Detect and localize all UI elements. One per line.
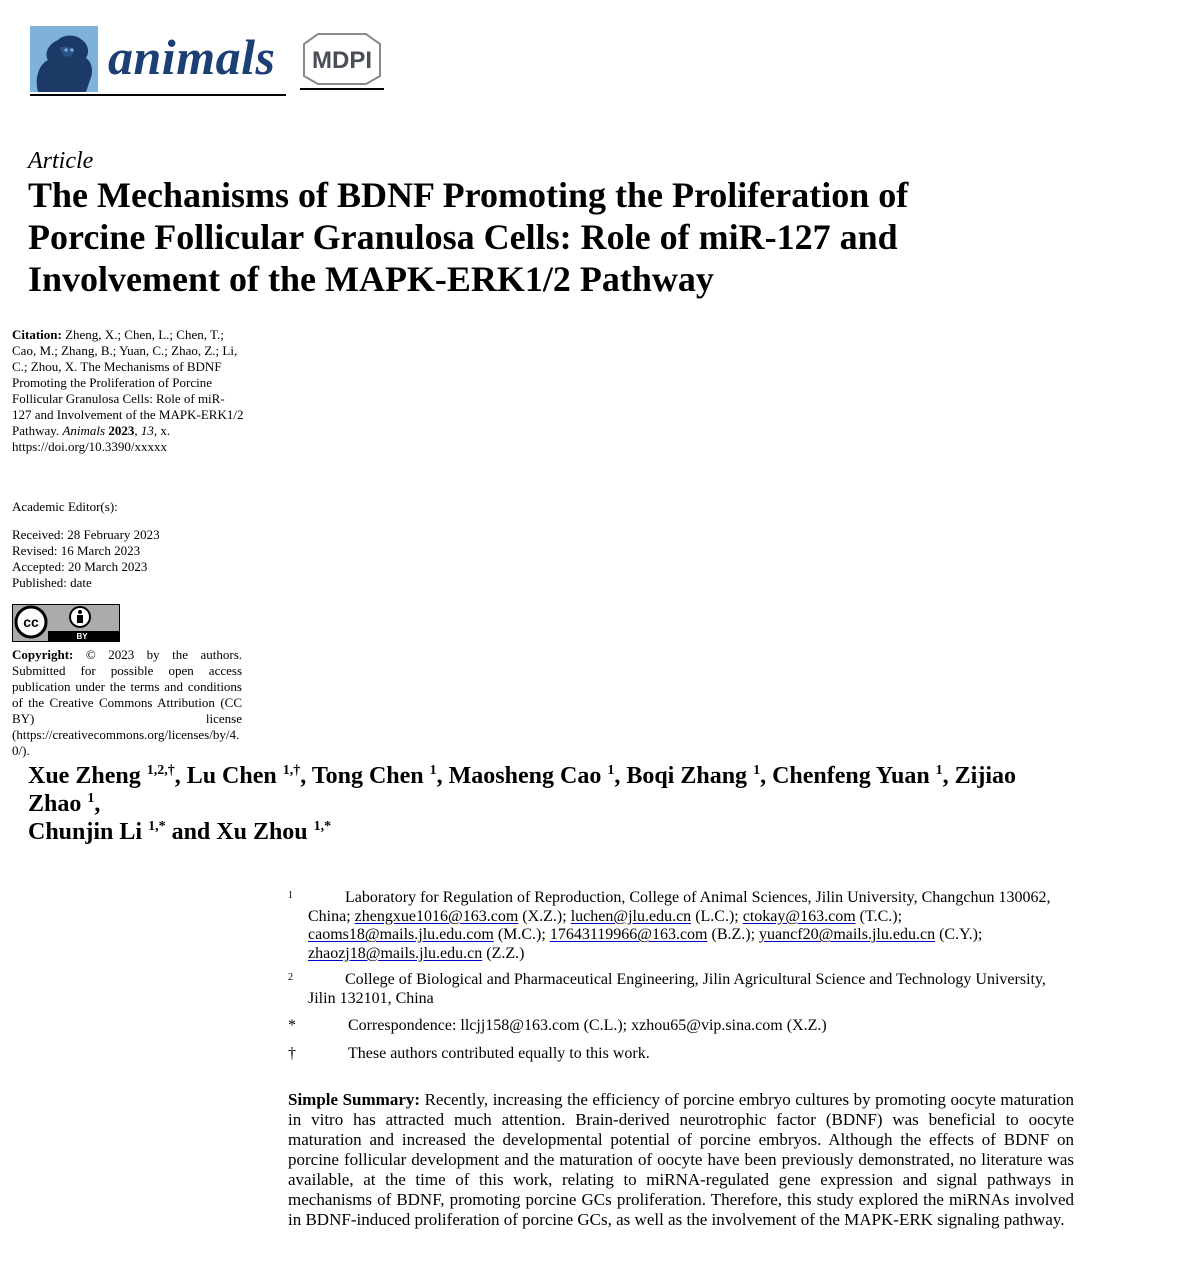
publisher-name: MDPI (312, 47, 372, 74)
citation-volume: 13 (140, 423, 154, 438)
email-link[interactable]: zhengxue1016@163.com (354, 907, 519, 925)
author-list (28, 762, 1038, 846)
author-separator: , (300, 763, 312, 789)
received-date: Received: 28 February 2023 (12, 527, 160, 542)
email-link[interactable]: ctokay@163.com (742, 907, 856, 925)
copyright-block (12, 647, 242, 759)
citation-article-no: , x. (153, 423, 171, 438)
by-label: BY (76, 632, 88, 641)
email-initials: (L.C.); (691, 907, 743, 925)
author-affiliation: 1 (753, 763, 761, 778)
published-date: Published: date (12, 575, 92, 590)
dates-block (12, 527, 244, 591)
copyright-text: © 2023 by the authors. Submitted for possible open access publication under the terms and conditions of the Creative Commons Attribution (CC BY) license (https://creativecommons.org/licenses/by/4.0/). (12, 647, 243, 758)
author-separator: and (165, 819, 217, 845)
email-link[interactable]: luchen@jlu.edu.cn (570, 907, 692, 925)
author-name: Xue Zheng (28, 763, 141, 789)
email-link[interactable]: caoms18@mails.jlu.edu.com (308, 926, 494, 943)
affiliation-1 (288, 889, 1058, 963)
author-affiliation: 1,* (313, 819, 332, 834)
author-separator: , (94, 791, 101, 817)
author-affiliation: 1,2,† (146, 763, 175, 778)
affiliation-text: College of Biological and Pharmaceutical Engineering, Jilin Agricultural Science and Technology University, Jilin 132101, China (308, 971, 1046, 1007)
equal-contribution-note (288, 1045, 1058, 1064)
affiliation-2 (288, 971, 1058, 1008)
revised-date: Revised: 16 March 2023 (12, 543, 141, 558)
accepted-date: Accepted: 20 March 2023 (12, 559, 148, 574)
email-initials: (T.C.); (855, 907, 903, 925)
author-name: Tong Chen (311, 763, 424, 789)
attribution-person-icon (70, 607, 90, 627)
citation-doi[interactable]: https://doi.org/10.3390/xxxxx (12, 439, 168, 454)
gorilla-icon (30, 26, 98, 92)
email-initials: (X.Z.); (518, 907, 571, 925)
cc-by-license-badge[interactable] (12, 604, 120, 642)
email-initials: (B.Z.); (707, 926, 760, 943)
email-initials: (Z.Z.) (482, 944, 525, 962)
email-initials: (C.Y.); (935, 926, 983, 943)
correspondence-mark: * (288, 1017, 296, 1034)
author-separator: , (174, 763, 187, 789)
author-affiliation: 1 (607, 763, 615, 778)
author-name: Maosheng Cao (448, 763, 602, 789)
email-initials: (M.C.); (493, 926, 550, 943)
equal-contribution-text: These authors contributed equally to this work. (348, 1045, 650, 1062)
copyright-label: Copyright: (12, 647, 74, 662)
author-affiliation: 1,† (282, 763, 301, 778)
affiliation-number: 2 (288, 972, 293, 983)
journal-name: animals (108, 29, 276, 85)
mdpi-logo[interactable] (300, 30, 384, 90)
cc-icon: cc (23, 614, 39, 630)
author-affiliation: 1 (87, 791, 95, 806)
citation-journal: Animals (62, 423, 106, 438)
author-name: Zijiao Zhao (28, 763, 1017, 817)
article-title: The Mechanisms of BDNF Promoting the Proliferation of Porcine Follicular Granulosa Cells: Role of miR-127 and Involvement of the MAPK-ERK1/2 Pathway (28, 175, 909, 299)
author-affiliation: 1 (935, 763, 943, 778)
author-name: Chunjin Li (28, 819, 143, 845)
citation-year: 2023 (108, 423, 135, 438)
author-affiliation: 1 (429, 763, 437, 778)
academic-editor: Academic Editor(s): (12, 499, 118, 514)
author-name: Boqi Zhang (626, 763, 748, 789)
author-name: Chenfeng Yuan (772, 763, 930, 789)
author-name: Xu Zhou (216, 819, 308, 845)
correspondence-text: Correspondence: llcjj158@163.com (C.L.); xzhou65@vip.sina.com (X.Z.) (348, 1017, 827, 1034)
simple-summary-text: Recently, increasing the efficiency of porcine embryo cultures by promoting oocyte maturation in vitro has attracted much attention. Brain-derived neurotrophic factor (BDNF) was beneficial to oocyte maturation and increased the developmental potential of porcine embryos. Although the effects of BDNF on porcine follicular development and the maturation of oocyte have been previously demonstrated, no literature was available, at the time of this work, relating to miRNA-regulated gene expression and signal pathways in mechanisms of BDNF, promoting porcine GCs proliferation. Therefore, this study explored the miRNAs involved in BDNF-induced proliferation of porcine GCs, as well as the involvement of the MAPK-ERK signaling pathway. (288, 1090, 1075, 1229)
dagger-mark: † (288, 1045, 296, 1062)
simple-summary-label: Simple Summary: (288, 1090, 421, 1109)
citation-block: Citation: Zheng, X.; Chen, L.; Chen, T.; Cao, M.; Zhang, B.; Yuan, C.; Zhao, Z.; Li, C.; Zhou, X. The Mechanisms of BDNF Promoting the Proliferation of Porcine Follicular Granulosa Cells: Role of miR-127 and Involvement of the MAPK-ERK1/2 Pathway. Animals 2023, 13, x. https://doi.org/10.3390/xxxxx (12, 327, 244, 454)
author-separator: , (436, 763, 449, 789)
affiliation-text: Laboratory for Regulation of Reproduction, College of Animal Sciences, Jilin University, Changchun 130062, China; (308, 889, 1051, 925)
author-name: Lu Chen (186, 763, 277, 789)
email-link[interactable]: 17643119966@163.com (549, 926, 708, 943)
correspondence (288, 1017, 1058, 1036)
email-link[interactable]: zhaozj18@mails.jlu.edu.cn (308, 944, 483, 962)
affiliation-number: 1 (288, 890, 293, 901)
journal-logo[interactable] (30, 26, 286, 96)
author-separator: , (760, 763, 773, 789)
author-affiliation: 1,* (148, 819, 166, 834)
citation-label: Citation: (12, 327, 62, 342)
citation-text: Zheng, X.; Chen, L.; Chen, T.; Cao, M.; Zhang, B.; Yuan, C.; Zhao, Z.; Li, C.; Zhou, X. The Mechanisms of BDNF Promoting the Proliferation of Porcine Follicular Granulosa Cells: Role of miR-127 and Involvement of the MAPK-ERK1/2 Pathway. (12, 327, 244, 438)
simple-summary (288, 1090, 1074, 1230)
author-separator: , (942, 763, 955, 789)
email-link[interactable]: yuancf20@mails.jlu.edu.cn (759, 926, 936, 943)
article-type: Article (28, 148, 94, 174)
author-separator: , (614, 763, 627, 789)
